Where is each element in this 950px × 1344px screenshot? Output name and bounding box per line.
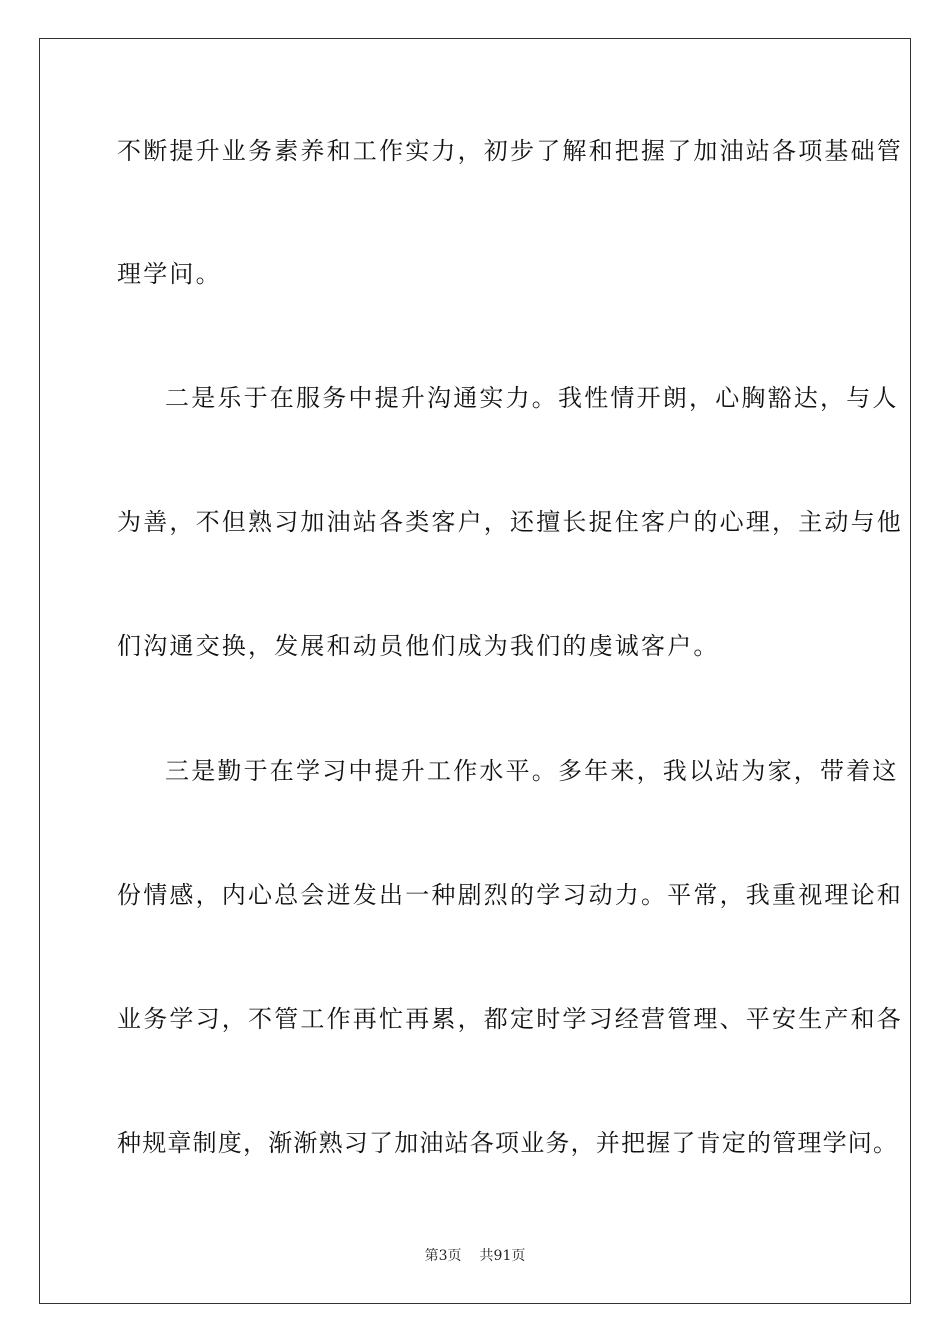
paragraph-start-line: 二是乐于在服务中提升沟通实力。我性情开朗，心胸豁达，与人 — [165, 384, 899, 412]
page-footer — [0, 1246, 950, 1266]
text-line: 不断提升业务素养和工作实力，初步了解和把握了加油站各项基础管 — [117, 137, 903, 165]
text-line: 份情感，内心总会迸发出一种剧烈的学习动力。平常，我重视理论和 — [117, 881, 903, 909]
text-line: 为善，不但熟习加油站各类客户，还擅长捉住客户的心理，主动与他 — [117, 508, 903, 536]
text-line: 种规章制度，渐渐熟习了加油站各项业务，并把握了肯定的管理学问。 — [117, 1129, 899, 1157]
page-frame — [39, 38, 911, 1304]
text-line: 业务学习，不管工作再忙再累，都定时学习经营管理、平安生产和各 — [117, 1005, 903, 1033]
paragraph-start-line: 三是勤于在学习中提升工作水平。多年来，我以站为家，带着这 — [165, 757, 899, 785]
total-pages: 共91页 — [479, 1248, 526, 1264]
page-number: 第3页 — [424, 1248, 462, 1264]
text-line: 们沟通交换，发展和动员他们成为我们的虔诚客户。 — [117, 632, 720, 660]
text-line: 理学问。 — [117, 260, 222, 288]
